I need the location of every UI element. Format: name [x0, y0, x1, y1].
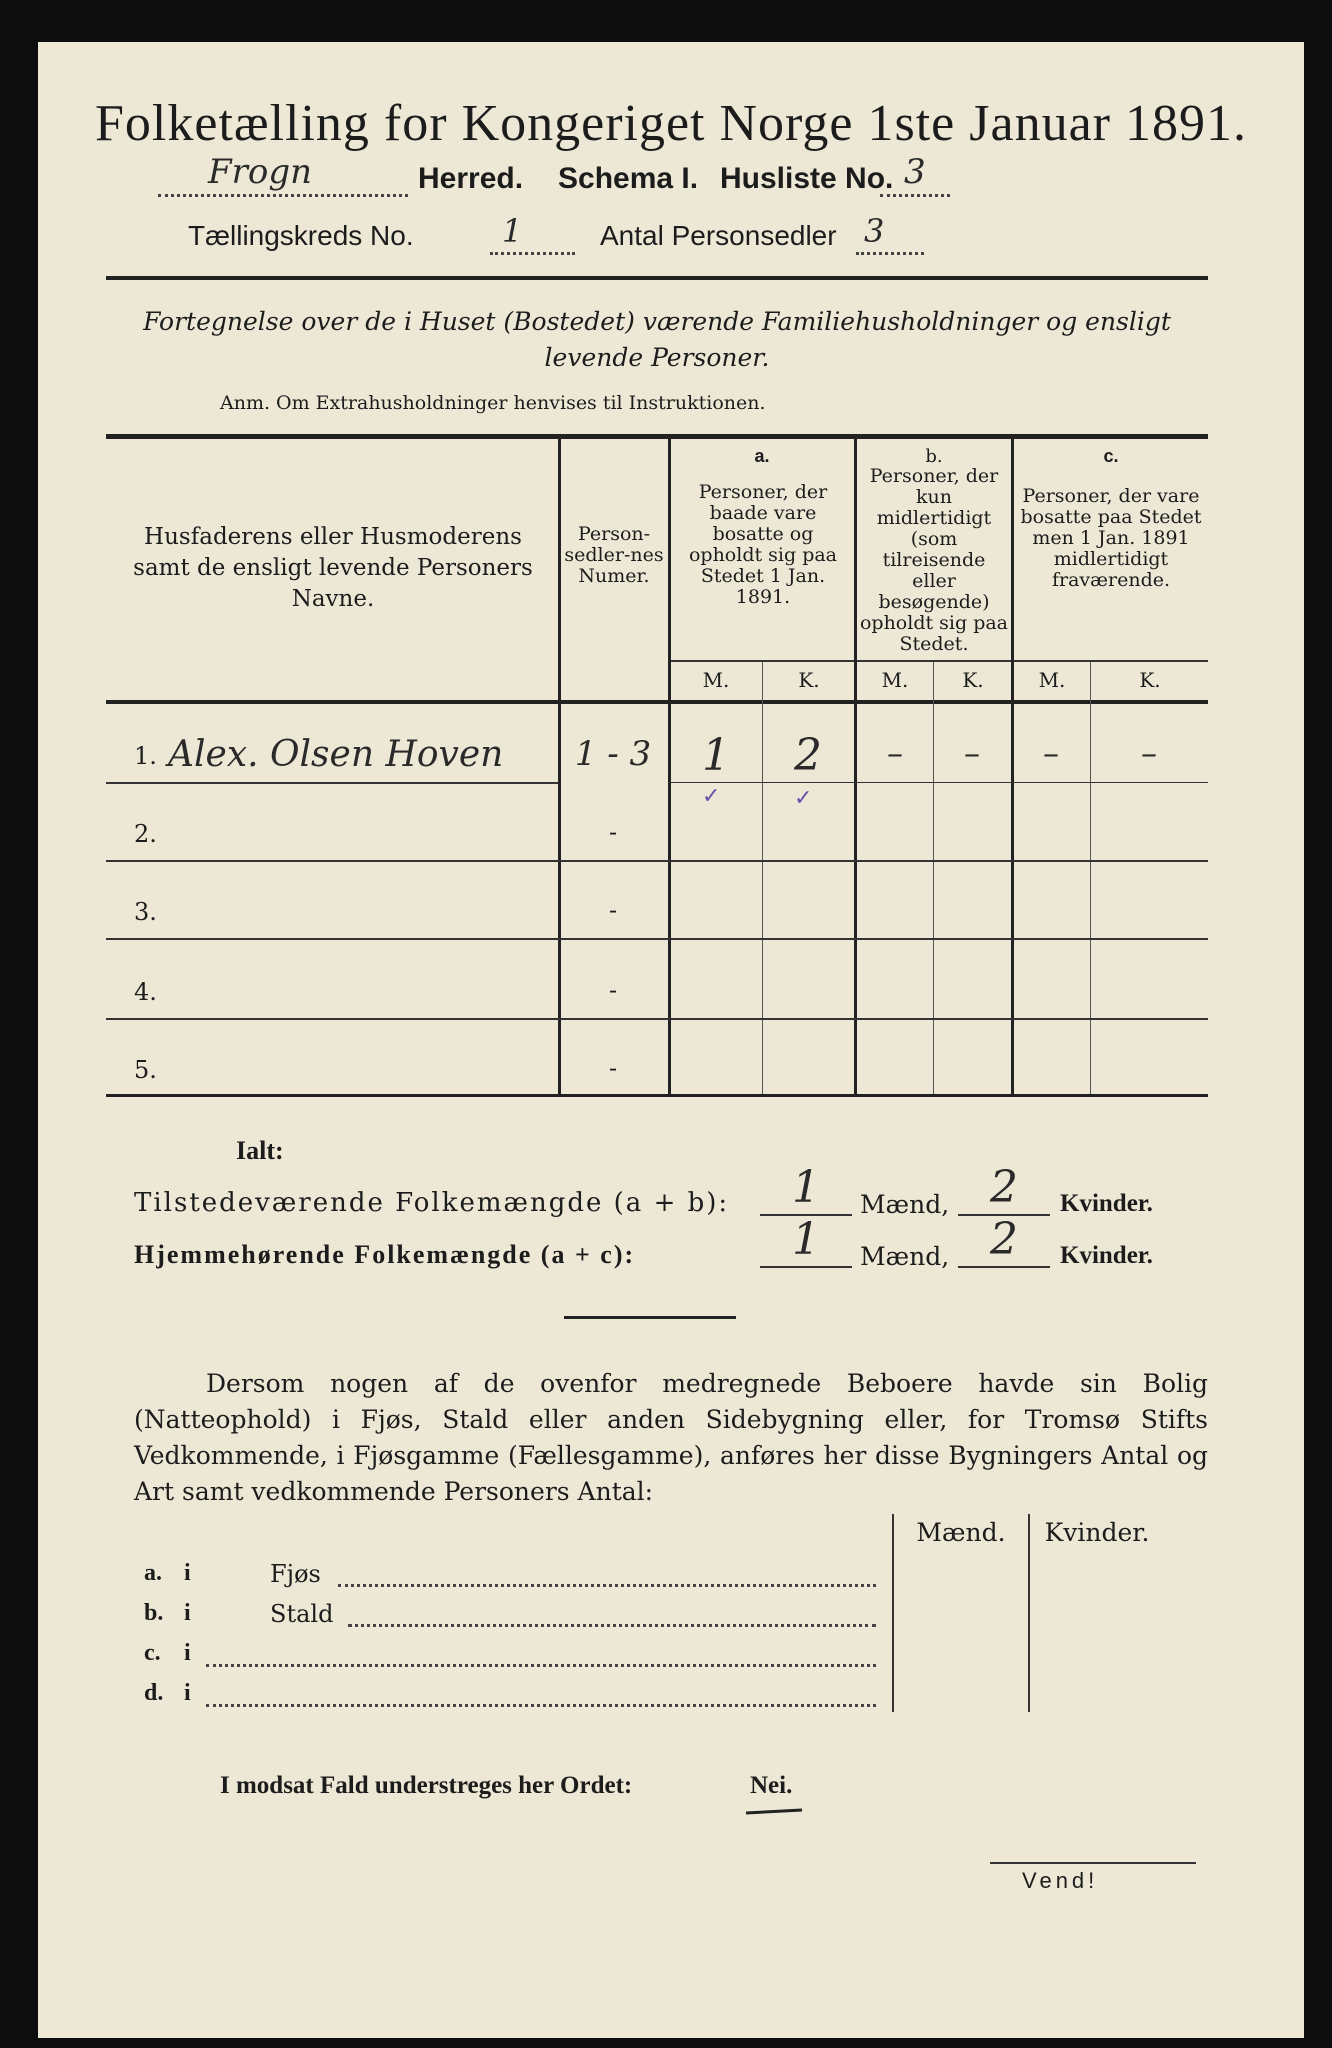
tilstede-kvinder-word: Kvinder.	[1060, 1190, 1153, 1217]
row-number: 5.	[134, 1056, 157, 1084]
vline-b-mk	[933, 662, 934, 1094]
group-b-letter: b.	[925, 446, 943, 467]
item-dotted-line	[206, 1696, 876, 1707]
col-name-header: Husfaderens eller Husmoderens samt de ensligt levende Personers Navne.	[133, 524, 533, 612]
vline-a-mk	[762, 662, 763, 1094]
row-number: 2.	[134, 820, 157, 848]
taellingskreds-value: 1	[502, 212, 523, 250]
row-personsedler-num: -	[608, 976, 618, 1004]
bottom-col-maend: Mænd.	[916, 1518, 1006, 1547]
taellingskreds-label: Tællingskreds No.	[188, 220, 414, 251]
a-k-label: K.	[798, 668, 820, 692]
a-m-label: M.	[702, 668, 730, 692]
tilstede-maend: 1	[792, 1162, 820, 1213]
group-b-text: Personer, der kun midlertidigt (som tilreisende eller besøgende) opholdt sig paa Stedet.	[859, 465, 1009, 655]
tilstede-kvinder: 2	[990, 1162, 1018, 1213]
b-m-label: M.	[881, 668, 909, 692]
group-c-letter: c.	[1103, 446, 1119, 466]
row-personsedler-num: -	[608, 1054, 618, 1082]
c-m-label: M.	[1038, 668, 1066, 692]
row-name: Alex. Olsen Hoven	[168, 734, 504, 775]
item-dotted-line	[206, 1656, 876, 1667]
row-b-maend: –	[887, 734, 903, 772]
item-letter: b.	[144, 1600, 164, 1626]
vline-c-mk	[1090, 662, 1091, 1094]
bottom-vline-1	[892, 1514, 894, 1712]
schema-label: Schema I.	[558, 162, 699, 195]
item-i: i	[184, 1640, 191, 1666]
item-dotted-line	[338, 1576, 876, 1587]
row-rule	[106, 1018, 1208, 1020]
item-i: i	[184, 1600, 191, 1626]
item-label: Fjøs	[270, 1560, 321, 1588]
row-c-kvinder: –	[1141, 734, 1157, 772]
row-a-maend: 1	[702, 730, 730, 781]
hjemme-maend: 1	[792, 1214, 820, 1265]
mk-rule	[668, 660, 1208, 662]
item-letter: d.	[144, 1680, 164, 1706]
item-i: i	[184, 1680, 191, 1706]
group-c-text: Personer, der vare bosatte paa Stedet men 1 Jan. 1891 midlertidigt fraværende.	[1020, 485, 1202, 591]
ialt-label: Ialt:	[236, 1136, 284, 1165]
row-personsedler-num: -	[608, 818, 618, 846]
personsedler-value: 3	[864, 212, 885, 250]
form-title: Folketælling for Kongeriget Norge 1ste Januar 1891.	[95, 95, 1247, 152]
row-personsedler-num: 1 - 3	[574, 734, 652, 774]
hjemme-kvinder-line	[958, 1266, 1050, 1268]
hjemme-maend-line	[760, 1266, 852, 1268]
item-dotted-line	[348, 1616, 876, 1627]
bottom-col-kvinder: Kvinder.	[1044, 1518, 1150, 1547]
group-a-text: Personer, der baade vare bosatte og opholdt sig paa Stedet 1 Jan. 1891.	[688, 481, 838, 608]
table-header-rule	[106, 700, 1208, 704]
census-form-page	[38, 42, 1304, 2038]
b-k-label: K.	[962, 668, 984, 692]
herred-field	[158, 152, 408, 197]
bottom-vline-2	[1028, 1514, 1030, 1712]
row-number: 3.	[134, 898, 157, 926]
row-number: 1.	[134, 742, 157, 770]
row-number: 4.	[134, 978, 157, 1006]
tilstede-maend-word: Mænd,	[860, 1190, 950, 1219]
group-a-letter: a.	[754, 446, 770, 466]
row-rule	[106, 782, 558, 784]
header-rule	[106, 276, 1208, 280]
hjemme-maend-word: Mænd,	[860, 1242, 950, 1271]
checkmark-icon: ✓	[702, 784, 721, 809]
husliste-field	[880, 152, 950, 197]
herred-label: Herred.	[418, 162, 524, 195]
item-label: Stald	[270, 1600, 334, 1628]
c-k-label: K.	[1139, 668, 1161, 692]
row-a-kvinder: 2	[794, 730, 822, 781]
personsedler-label: Antal Personsedler	[600, 220, 837, 251]
husliste-value: 3	[904, 152, 926, 192]
item-i: i	[184, 1560, 191, 1586]
hjemme-kvinder-word: Kvinder.	[1060, 1242, 1153, 1269]
intro-text: Fortegnelse over de i Huset (Bostedet) værende Familiehusholdninger og ensligt levende Personer.	[143, 307, 1171, 372]
row-rule	[668, 782, 1208, 783]
husliste-label: Husliste No.	[720, 162, 894, 195]
personsedler-field	[856, 212, 924, 255]
section-divider	[564, 1316, 736, 1319]
row-rule	[106, 860, 1208, 862]
hjemme-kvinder: 2	[990, 1214, 1018, 1265]
col-num-header: Person-sedler-nes Numer.	[564, 523, 664, 587]
row-b-kvinder: –	[964, 734, 980, 772]
tilstede-label: Tilstedeværende Folkemængde (a + b):	[134, 1188, 730, 1218]
vend-text: Vend!	[1022, 1868, 1099, 1893]
item-letter: c.	[144, 1640, 161, 1666]
row-rule	[106, 938, 1208, 940]
nei-word: Nei.	[750, 1772, 793, 1799]
item-letter: a.	[144, 1560, 162, 1586]
table-top-rule	[106, 434, 1208, 439]
vline-2	[668, 439, 671, 1094]
checkmark-icon: ✓	[794, 786, 813, 811]
taellingskreds-field	[490, 212, 575, 255]
vend-rule	[990, 1862, 1196, 1864]
modsat-text: I modsat Fald understreges her Ordet:	[220, 1772, 633, 1799]
hjemme-label: Hjemmehørende Folkemængde (a + c):	[134, 1240, 636, 1269]
nei-underline	[746, 1809, 802, 1815]
herred-value: Frogn	[208, 152, 312, 192]
row-personsedler-num: -	[608, 896, 618, 924]
anm-note: Anm. Om Extrahusholdninger henvises til Instruktionen.	[220, 392, 766, 414]
vline-3	[854, 439, 857, 1094]
sidebygning-paragraph: Dersom nogen af de ovenfor medregnede Beboere havde sin Bolig (Natteophold) i Fjøs, Stald eller anden Sidebygning eller, for Tromsø Stifts Vedkommende, i Fjøsgamme (Fællesgamme), anføres her disse Bygningers Antal og Art samt vedkommende Personers Antal:	[134, 1369, 1208, 1506]
table-bottom-rule	[106, 1094, 1208, 1097]
row-c-maend: –	[1043, 734, 1059, 772]
